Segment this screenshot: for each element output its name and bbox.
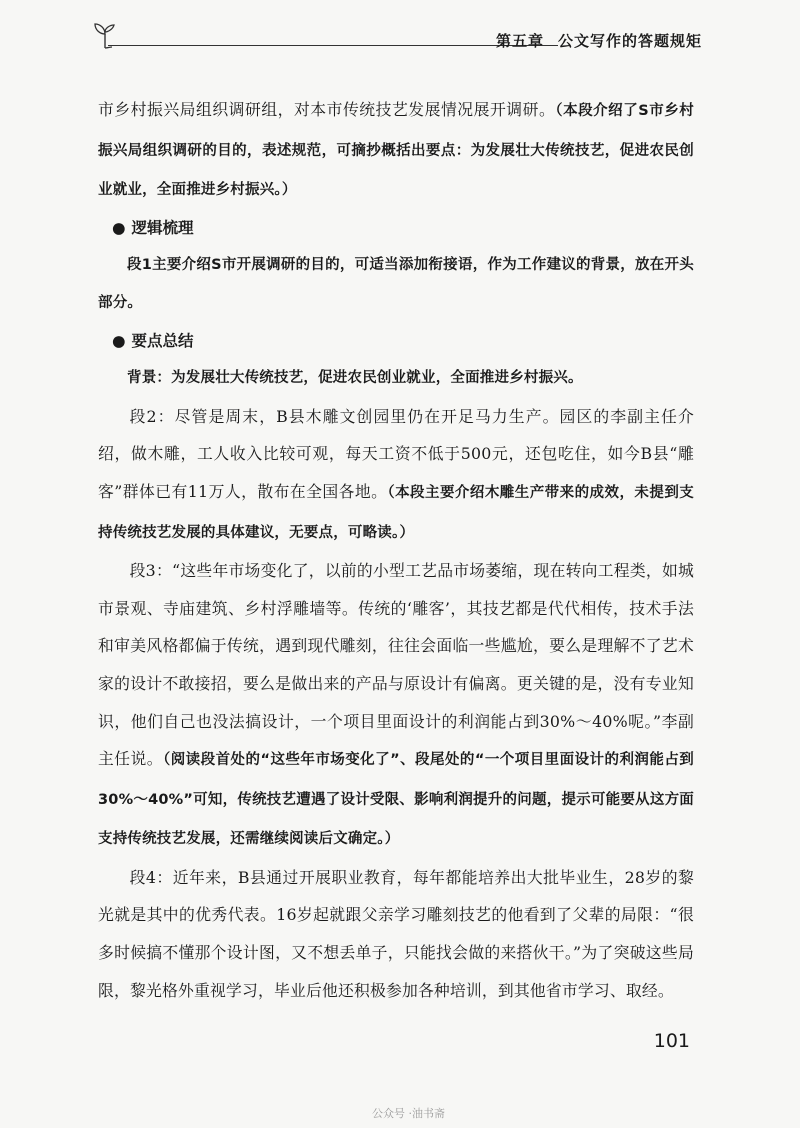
paragraph-2-note: （本段主要介绍木雕生产带来的成效，未提到支持传统技艺发展的具体建议，无要点，可略读。）: [98, 484, 694, 541]
paragraph-4-text: 段4：近年来，B县通过开展职业教育，每年都能培养出大批毕业生，28岁的黎光就是其中的优秀代表。16岁起就跟父亲学习雕刻技艺的他看到了父辈的局限：“很多时候搞不懂那个设计图，又不想丢单子，只能找会做的来搭伙干。”为了突破这些局限，黎光格外重视学习，毕业后他还积极参加各种培训，到其他省市学习、取经。: [98, 867, 694, 1000]
background-paragraph: 背景：为发展壮大传统技艺，促进农民创业就业，全面推进乡村振兴。: [127, 370, 583, 387]
running-header: [496, 30, 702, 51]
page-header: [92, 18, 702, 58]
chapter-label: 第五章: [495, 32, 544, 50]
paragraph-1-note: （本段介绍了S市乡村振兴局组织调研的目的，表述规范，可摘抄概括出要点：为发展壮大传统技艺，促进农民创业就业，全面推进乡村振兴。）: [98, 103, 694, 199]
paragraph-3: [98, 552, 694, 859]
watermark: 公众号 ·油书斋: [372, 1107, 445, 1120]
paragraph-1: [98, 91, 694, 210]
page-number: 101: [653, 1030, 690, 1052]
bullet-dot-icon: ●: [112, 331, 126, 350]
bullet-summary-label: 要点总结: [131, 331, 194, 350]
paragraph-2: [98, 398, 694, 552]
paragraph-2-text: 段2：尽管是周末，B县木雕文创园里仍在开足马力生产。园区的李副主任介绍，做木雕，工人收入比较可观，每天工资不低于500元，还包吃住，如今B县“雕客”群体已有11万人，散布在全国各地。: [98, 406, 694, 501]
bullet-summary: [98, 323, 694, 361]
paragraph-3-note: （阅读段首处的“这些年市场变化了”、段尾处的“一个项目里面设计的利润能占到30%～40%”可知，传统技艺遭遇了设计受限、影响利润提升的问题，提示可能要从这方面支持传统技艺发展，还需继续阅读后文确定。）: [98, 752, 694, 848]
paragraph-1-text: 市乡村振兴局组织调研组，对本市传统技艺发展情况展开调研。: [98, 100, 556, 119]
chapter-title: 公文写作的答题规矩: [557, 32, 702, 50]
bullet-dot-icon: ●: [112, 218, 126, 237]
bullet-logic-label: 逻辑梳理: [131, 218, 194, 237]
header-rule: [108, 45, 558, 46]
bullet-logic: [98, 210, 694, 248]
page-body: [98, 91, 694, 1009]
paragraph-4: [98, 859, 694, 1009]
paragraph-3-text: 段3：“这些年市场变化了，以前的小型工艺品市场萎缩，现在转向工程类，如城市景观、寺庙建筑、乡村浮雕墙等。传统的‘雕客’，其技艺都是代代相传，技术手法和审美风格都偏于传统，遇到现代雕刻，往往会面临一些尴尬，要么是理解不了艺术家的设计不敢接招，要么是做出来的产品与原设计有偏离。更关键的是，没有专业知识，他们自己也没法搞设计，一个项目里面设计的利润能占到30%～40%呢。”李副主任说。: [98, 561, 694, 769]
logic-paragraph: 段1主要介绍S市开展调研的目的，可适当添加衔接语，作为工作建议的背景，放在开头部分。: [98, 257, 694, 311]
